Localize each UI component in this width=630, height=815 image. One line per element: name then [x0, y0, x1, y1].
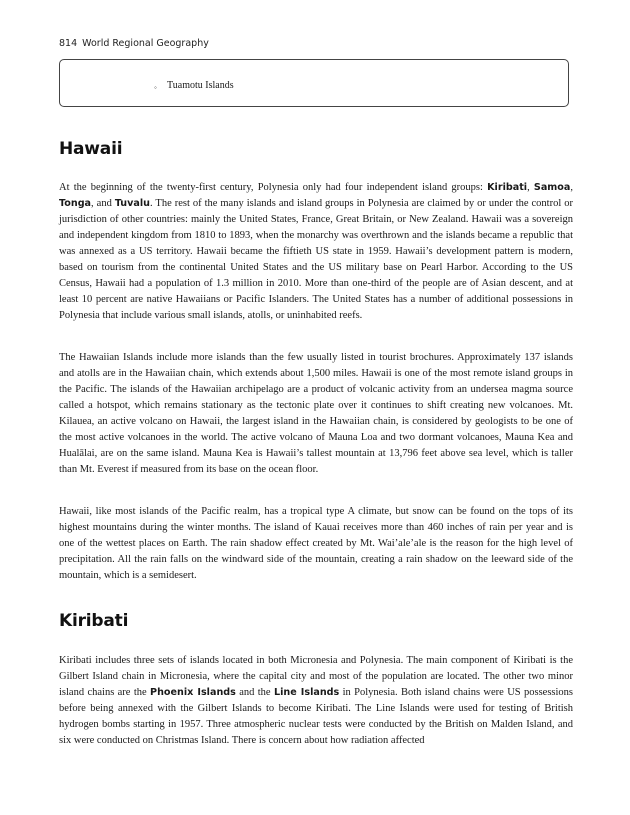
- hawaii-paragraph-3: Hawaii, like most islands of the Pacific realm, has a tropical type A climate, but snow can be found on the tops of its highest mountains during the winter months. The island of Kauai receives more than 460 inches of rain per year and is one of the wettest places on Earth. The rain shadow effect created by Mt. Wai’ale’ale is the reason for the high level of precipitation. All the rain falls on the windward side of the mountain, creating a rain shadow on the leeward side of the mountain, which is a semidesert.: [59, 506, 573, 581]
- kiribati-paragraph-1: Kiribati includes three sets of islands located in both Micronesia and Polynesia. The main component of Kiribati is the Gilbert Island chain in Micronesia, where the capital city and most of the population are located. The other two minor island chains are the Phoenix Islands and the Line Islands in Polynesia. Both island chains were US possessions before being annexed with the Gilbert Islands to become Kiribati. The Line Islands were used for testing of British hydrogen bombs starting in 1957. Three atmospheric nuclear tests were conducted by the British on Malden Island, and six were conducted on Christmas Island. There is concern about how radiation affected: [59, 655, 574, 746]
- list-bullet-icon: ◦: [154, 83, 157, 92]
- running-header: [59, 38, 209, 49]
- hawaii-paragraph-1: At the beginning of the twenty-first century, Polynesia only had four independent island groups: Kiribati, Samoa, Tonga, and Tuvalu. The rest of the many islands and island groups in Polynesia are claimed by or under the control or jurisdiction of other countries: mainly the United States, France, Great Britain, or New Zealand. Hawaii was a sovereign and independent kingdom from 1810 to 1893, when the monarchy was overthrown and the islands became a republic that was annexed as a US territory. Hawaii became the fiftieth US state in 1959. Hawaii’s development pattern is modern, based on tourism from the continental United States and the US military base on Pearl Harbor. According to the US Census, Hawaii had a population of 1.3 million in 2010. More than one-third of the people are of Asian descent, and at least 10 percent are native Hawaiians or Pacific Islanders. The United States has a number of additional possessions in Polynesia that include various small islands, atolls, or uninhabited reefs.: [59, 182, 573, 321]
- page-number: 814: [59, 38, 78, 49]
- section-heading-hawaii: Hawaii: [59, 139, 123, 159]
- section-heading-kiribati: Kiribati: [59, 611, 129, 631]
- hawaii-paragraph-2: The Hawaiian Islands include more islands than the few usually listed in tourist brochures. Approximately 137 islands and atolls are in the Hawaiian chain, which extends about 1,500 miles. Hawaii is one of the most remote island groups in the Pacific. The islands of the Hawaiian archipelago are a product of volcanic activity from an undersea magma source called a hotspot, which remains stationary as the tectonic plate over it continues to shift creating new volcanoes. Mt. Kilauea, an active volcano on Hawaii, the largest island in the Hawaiian chain, is considered by geologists to be one of the most active volcanoes in the world. The active volcano of Mauna Loa and two dormant volcanoes, Mauna Kea and Hualālai, are on the same island. Mauna Kea is Hawaii’s tallest mountain at 13,796 feet above sea level, which is taller than Mt. Everest if measured from its base on the ocean floor.: [59, 352, 573, 475]
- term-tuvalu: Tuvalu: [114, 198, 150, 209]
- term-kiribati: Kiribati: [487, 182, 528, 193]
- term-phoenix-islands: Phoenix Islands: [150, 687, 236, 698]
- book-title: World Regional Geography: [82, 38, 209, 49]
- term-line-islands: Line Islands: [273, 687, 340, 698]
- term-tonga: Tonga: [59, 198, 92, 209]
- list-item: Tuamotu Islands: [167, 80, 234, 91]
- continued-list-box: [59, 59, 569, 107]
- term-samoa: Samoa: [533, 182, 571, 193]
